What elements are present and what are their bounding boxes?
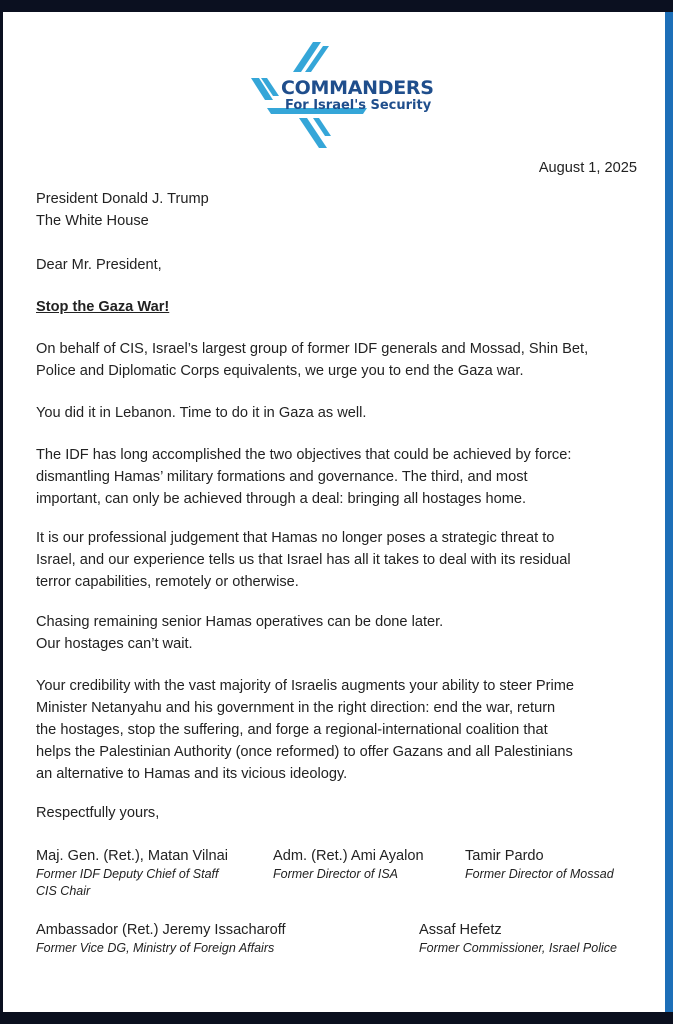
bottom-frame-strip	[0, 1012, 673, 1024]
signatory-name: Maj. Gen. (Ret.), Matan Vilnai	[36, 848, 228, 864]
signatory-vilnai	[36, 846, 228, 900]
paragraph-line: Police and Diplomatic Corps equivalents, we urge you to end the Gaza war.	[36, 363, 524, 379]
paragraph-line: On behalf of CIS, Israel’s largest group of former IDF generals and Mossad, Shin Bet,	[36, 341, 589, 357]
paragraph-line: helps the Palestinian Authority (once reformed) to offer Gazans and all Palestinians	[36, 744, 573, 760]
paragraph-line: You did it in Lebanon. Time to do it in Gaza as well.	[36, 405, 367, 421]
paragraph-3	[36, 444, 571, 510]
paragraph-line: Israel, and our experience tells us that Israel has all it takes to deal with its residual	[36, 552, 571, 568]
signatory-title: Former Director of ISA	[273, 867, 399, 881]
paragraph-line: an alternative to Hamas and its vicious ideology.	[36, 766, 348, 782]
signatory-pardo	[465, 846, 614, 883]
signatory-ayalon	[273, 846, 424, 883]
signatory-name: Ambassador (Ret.) Jeremy Issacharoff	[36, 922, 286, 938]
paragraph-line: Your credibility with the vast majority of Israelis augments your ability to steer Prime	[36, 678, 575, 694]
paragraph-line: dismantling Hamas’ military formations and governance. The third, and most	[36, 469, 528, 485]
paragraph-line: the hostages, stop the suffering, and forge a regional-international coalition that	[36, 722, 548, 738]
cis-logo	[247, 38, 447, 150]
side-accent-strip	[665, 12, 673, 1012]
logo-org-tagline: For Israel's Security	[285, 98, 432, 113]
paragraph-line: Our hostages can’t wait.	[36, 636, 193, 652]
logo-text	[281, 78, 434, 114]
paragraph-6	[36, 675, 574, 785]
signatory-title: CIS Chair	[36, 884, 91, 898]
paragraph-line: Minister Netanyahu and his government in the right direction: end the war, return	[36, 700, 556, 716]
recipient-block	[36, 188, 209, 232]
signatory-name: Adm. (Ret.) Ami Ayalon	[273, 848, 424, 864]
subject-line: Stop the Gaza War!	[36, 299, 170, 315]
paragraph-line: It is our professional judgement that Hamas no longer poses a strategic threat to	[36, 530, 555, 546]
signatory-name: Tamir Pardo	[465, 848, 544, 864]
signatory-title: Former Commissioner, Israel Police	[419, 941, 617, 955]
paragraph-line: The IDF has long accomplished the two objectives that could be achieved by force:	[36, 447, 572, 463]
paragraph-line: important, can only be achieved through a deal: bringing all hostages home.	[36, 491, 527, 507]
signatory-title: Former Vice DG, Ministry of Foreign Affairs	[36, 941, 275, 955]
letter-page	[3, 12, 665, 1012]
signatory-title: Former IDF Deputy Chief of Staff	[36, 867, 219, 881]
recipient-name: President Donald J. Trump	[36, 191, 209, 207]
closing: Respectfully yours,	[36, 805, 160, 821]
paragraph-line: terror capabilities, remotely or otherwise.	[36, 574, 299, 590]
signatory-title: Former Director of Mossad	[465, 867, 614, 881]
signatory-hefetz	[419, 920, 617, 957]
paragraph-4	[36, 527, 571, 593]
logo-org-name: COMMANDERS	[281, 77, 434, 99]
paragraph-1	[36, 338, 588, 382]
salutation: Dear Mr. President,	[36, 257, 162, 273]
signatory-name: Assaf Hefetz	[419, 922, 502, 938]
letter-date: August 1, 2025	[538, 160, 637, 176]
paragraph-5	[36, 611, 443, 655]
signatory-issacharoff	[36, 920, 286, 957]
recipient-address: The White House	[36, 213, 149, 229]
paragraph-2	[36, 402, 366, 424]
paragraph-line: Chasing remaining senior Hamas operatives can be done later.	[36, 614, 444, 630]
